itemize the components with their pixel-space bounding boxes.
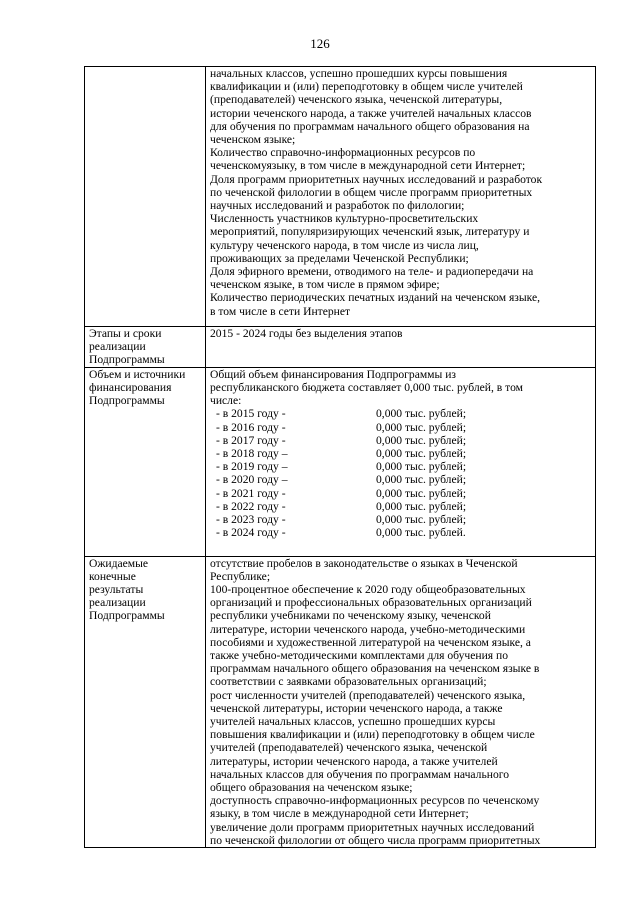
text-line: рост численности учителей (преподавателей) чеченского языка,	[210, 688, 526, 702]
text-line: мероприятий, популяризирующих чеченский язык, литературу и	[210, 225, 530, 239]
financing-item	[210, 407, 592, 420]
text-line: конечные	[89, 569, 136, 583]
financing-item	[210, 421, 592, 434]
text-line: числе:	[210, 394, 242, 408]
text-line: чеченскомуязыку, в том числе в международной сети Интернет;	[210, 159, 526, 173]
financing-year: - в 2015 году -	[216, 407, 286, 421]
financing-amount: 0,000 тыс. рублей;	[376, 420, 467, 434]
financing-item	[210, 487, 592, 500]
financing-amount: 0,000 тыс. рублей;	[376, 473, 467, 487]
text-line: республиканского бюджета составляет 0,000 тыс. рублей, в том	[210, 381, 524, 395]
text-line: чеченском языке, в том числе в прямом эфире;	[210, 278, 440, 292]
text-line: в том числе в сети Интернет	[210, 304, 351, 318]
row-content	[206, 556, 596, 847]
text-line: повышения квалификации и (или) переподготовку в общем числе	[210, 728, 535, 742]
text-line: доступность справочно-информационных ресурсов по чеченскому	[210, 794, 540, 808]
financing-year: - в 2016 году -	[216, 420, 286, 434]
text-line: по чеченской филологии от общего числа программ приоритетных	[210, 833, 541, 847]
subprogram-passport-table	[84, 66, 596, 848]
text-line: Подпрограммы	[89, 609, 165, 623]
text-line: Численность участников культурно-просветительских	[210, 212, 479, 226]
text-line: отсутствие пробелов в законодательстве о языках в Чеченской	[210, 556, 518, 570]
text-line: Объем и источники	[89, 367, 186, 381]
text-line: Подпрограммы	[89, 394, 165, 408]
financing-year: - в 2024 году -	[216, 526, 286, 540]
financing-year: - в 2017 году -	[216, 433, 286, 447]
text-line: учителей начальных классов, успешно прошедших курсы	[210, 714, 496, 728]
text-line: Республике;	[210, 569, 271, 583]
text-line: программам начального общего образования на чеченском языке в	[210, 662, 540, 676]
financing-item	[210, 460, 592, 473]
text-line: увеличение доли программ приоритетных научных исследований	[210, 820, 535, 834]
text-line: для обучения по программам начального общего образования на	[210, 119, 530, 133]
text-line: начальных классов для обучения по программам начального	[210, 767, 510, 781]
text-line: квалификации и (или) переподготовку в общем числе учителей	[210, 80, 523, 94]
row-label	[85, 326, 206, 367]
financing-amount: 0,000 тыс. рублей;	[376, 447, 467, 461]
text-line: чеченской литературы, истории чеченского народа, а также	[210, 701, 503, 715]
table-row-expected-results	[85, 556, 596, 847]
text-line: организаций и профессиональных образовательных организаций	[210, 596, 532, 610]
text-line: результаты	[89, 582, 144, 596]
row-label	[85, 67, 206, 327]
text-line: Количество периодических печатных изданий на чеченском языке,	[210, 291, 541, 305]
text-line: языку, в том числе в международной сети Интернет;	[210, 807, 469, 821]
text-line: Доля программ приоритетных научных исследований и разработок	[210, 172, 543, 186]
text-line: начальных классов, успешно прошедших курсы повышения	[210, 67, 508, 80]
text-line: по чеченской филологии в общем числе программ приоритетных	[210, 185, 533, 199]
text-line: литературе, истории чеченского народа, учебно-методическими	[210, 622, 526, 636]
financing-amount: 0,000 тыс. рублей;	[376, 513, 467, 527]
text-line: Доля эфирного времени, отводимого на теле- и радиопередачи на	[210, 265, 534, 279]
text-line: Общий объем финансирования Подпрограммы из	[210, 367, 456, 381]
text-line: культуру чеченского народа, в том числе из числа лиц,	[210, 238, 479, 252]
text-line: литературы, истории чеченского народа, а также учителей	[210, 754, 498, 768]
text-line: Подпрограммы	[89, 353, 165, 367]
financing-year: - в 2022 году -	[216, 499, 286, 513]
text-line: реализации	[89, 596, 146, 610]
row-label	[85, 556, 206, 847]
financing-item	[210, 434, 592, 447]
row-label	[85, 367, 206, 556]
text-line: Ожидаемые	[89, 556, 149, 570]
financing-year: - в 2021 году -	[216, 486, 286, 500]
page-number: 126	[310, 36, 330, 51]
text-line: реализации	[89, 340, 146, 354]
financing-year: - в 2023 году -	[216, 513, 286, 527]
text-line: проживающих за пределами Чеченской Республики;	[210, 251, 469, 265]
financing-year: - в 2018 году –	[216, 447, 288, 461]
financing-year: - в 2020 году –	[216, 473, 288, 487]
text-line: Количество справочно-информационных ресурсов по	[210, 146, 476, 160]
row-content	[206, 367, 596, 556]
text-line: учителей (преподавателей) чеченского языка, чеченской	[210, 741, 488, 755]
text-line: также учебно-методическими комплектами для обучения по	[210, 648, 509, 662]
financing-year: - в 2019 году –	[216, 460, 288, 474]
financing-amount: 0,000 тыс. рублей;	[376, 407, 467, 421]
text-line: (преподавателей) чеченского языка, чеченской литературы,	[210, 93, 503, 107]
financing-amount: 0,000 тыс. рублей;	[376, 433, 467, 447]
table-row-financing	[85, 367, 596, 556]
text-line: 100-процентное обеспечение к 2020 году общеобразовательных	[210, 582, 526, 596]
financing-amount: 0,000 тыс. рублей;	[376, 460, 467, 474]
text-line: общего образования на чеченском языке;	[210, 780, 413, 794]
financing-list	[210, 407, 592, 539]
financing-intro	[210, 368, 592, 408]
text-line: соответствии с заявками образовательных организаций;	[210, 675, 487, 689]
table-row-stages	[85, 326, 596, 367]
row-content	[206, 67, 596, 327]
row-content	[206, 326, 596, 367]
text-line: финансирования	[89, 381, 172, 395]
text-line: истории чеченского народа, а также учителей начальных классов	[210, 106, 532, 120]
financing-amount: 0,000 тыс. рублей;	[376, 499, 467, 513]
text-line: республики учебниками по чеченскому языку, чеченской	[210, 609, 491, 623]
text-line: Этапы и сроки	[89, 326, 162, 340]
financing-item	[210, 526, 592, 539]
text-line: 2015 - 2024 годы без выделения этапов	[210, 326, 403, 340]
table-row-indicators	[85, 67, 596, 327]
financing-amount: 0,000 тыс. рублей.	[376, 526, 466, 540]
text-line: пособиями и художественной литературой на чеченском языке, а	[210, 635, 531, 649]
financing-amount: 0,000 тыс. рублей;	[376, 486, 467, 500]
financing-item	[210, 513, 592, 526]
financing-item	[210, 473, 592, 486]
text-line: чеченском языке;	[210, 133, 296, 147]
text-line: научных исследований и разработок по филологии;	[210, 199, 465, 213]
financing-item	[210, 500, 592, 513]
financing-item	[210, 447, 592, 460]
